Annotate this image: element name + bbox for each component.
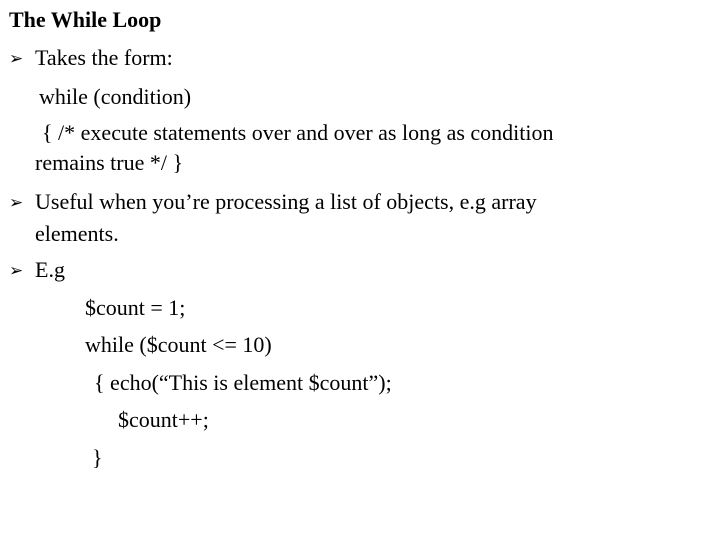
bullet-text: Useful when you’re processing a list of objects, e.g array (35, 189, 537, 214)
code-line: } (92, 445, 103, 470)
bullet-text: E.g (35, 257, 65, 282)
code-line: $count++; (118, 407, 209, 432)
bullet-text: Takes the form: (35, 45, 173, 70)
code-line: while (condition) (39, 84, 192, 109)
bullet-useful-when (9, 188, 537, 217)
code-line: while ($count <= 10) (85, 332, 272, 357)
code-line: $count = 1; (85, 295, 186, 320)
bullet-continuation: elements. (35, 221, 119, 246)
arrow-bullet-icon: ➢ (9, 193, 24, 213)
code-line: { echo(“This is element $count”); (94, 370, 392, 395)
arrow-bullet-icon: ➢ (9, 49, 24, 69)
code-line: remains true */ } (35, 150, 184, 175)
slide-title: The While Loop (9, 7, 162, 32)
bullet-takes-the-form (9, 44, 173, 73)
code-line: { /* execute statements over and over as long as condition (42, 120, 554, 145)
arrow-bullet-icon: ➢ (9, 261, 24, 281)
bullet-example (9, 256, 65, 285)
